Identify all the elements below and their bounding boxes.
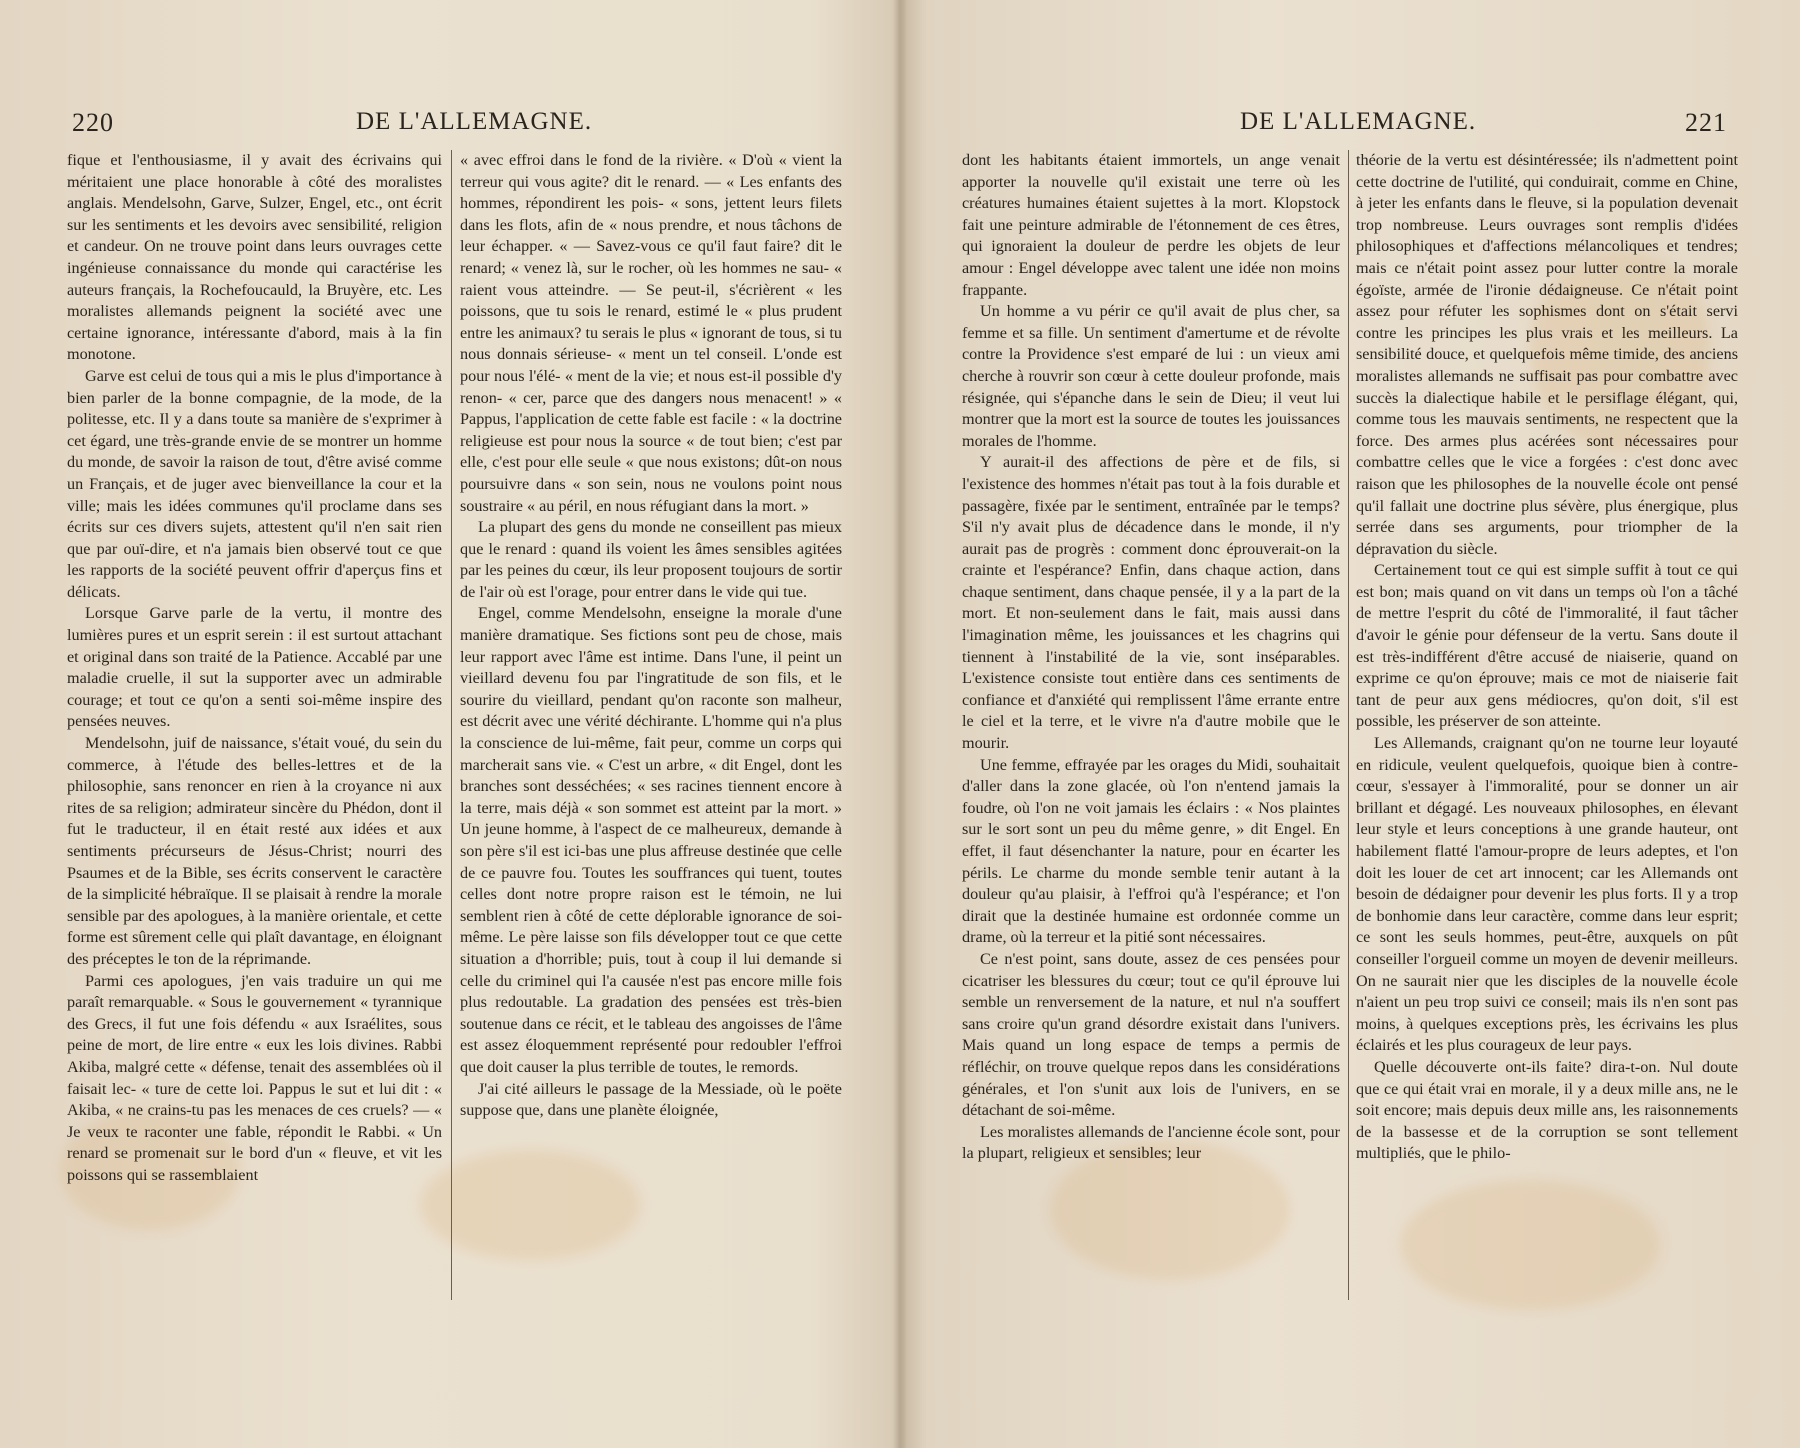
book-gutter: [893, 0, 907, 1448]
column-rule: [1348, 150, 1349, 1300]
paragraph: Mendelsohn, juif de naissance, s'était voué, du sein du commerce, à l'étude des belles-lettres et de la philosophie, sans renoncer en rien à la croyance ni aux rites de sa religion; admirateur sincère du Phédon, dont il fut le traducteur, il en était resté aux idées et aux sentiments précurseurs de Jésus-Christ; nourri des Psaumes et de la Bible, ses écrits conservent le caractère de la simplicité hébraïque. Il se plaisait à rendre la morale sensible par des apologues, à la manière orientale, et cette forme est sûrement celle qui plaît davantage, en éloignant des préceptes le ton de la réprimande.: [67, 734, 442, 968]
paragraph: Parmi ces apologues, j'en vais traduire un qui me paraît remarquable. « Sous le gouvernement « tyrannique des Grecs, il fut une fois défendu « aux Israélites, sous peine de mort, de lire entre « eux les lois divines. Rabbi Akiba, malgré cette « défense, tenait des assemblées où il faisait lec- « ture de cette loi. Pappus le sut et lui dit : « Akiba, « ne crains-tu pas les menaces de ces cruels? — « Je veux te raconter une fable, répondit le Rabbi. « Un renard se promenait sur le bord d'un « fleuve, et vit les poissons qui se rassemblaient: [67, 971, 442, 1184]
paragraph: « avec effroi dans le fond de la rivière. « D'où « vient la terreur qui vous agite? dit le renard. — « Les enfants des hommes, répondirent les pois- « sons, jettent leurs filets dans les flots, afin de « nous prendre, et nous tâchons de leur échapper. « — Savez-vous ce qu'il faut faire? dit le renard; « venez là, sur le rocher, où les hommes ne sau- « raient vous atteindre. — Se peut-il, s'écrièrent « les poissons, que tu sois le renard, estimé le « plus prudent entre les animaux? tu serais le plus « ignorant de tous, si tu nous donnais sérieuse- « ment un tel conseil. L'onde est pour nous l'élé- « ment de la vie; et nous est-il possible d'y renon- « cer, parce que des dangers nous menacent! » « Pappus, l'application de cette fable est facile : « la doctrine religieuse est pour nous la source « de tout bien; c'est par elle, c'est pour elle seule « que nous existons; dût-on nous poursuivre dans « son sein, nous ne voulons point nous soustraire « au péril, en nous réfugiant dans la mort. »: [460, 151, 842, 515]
right-page: [910, 0, 1790, 1448]
page-number: 221: [1685, 108, 1727, 137]
running-head: DE L'ALLEMAGNE.: [356, 108, 593, 135]
paragraph: dont les habitants étaient immortels, un ange venait apporter la nouvelle qu'il existait une terre où les créatures humaines étaient sujettes à la mort. Klopstock fait une peinture admirable de l'étonnement de ces êtres, qui ignoraient la douleur de perdre les objets de leur amour : Engel développe avec talent une idée non moins frappante.: [962, 151, 1340, 299]
column-right-1: [962, 150, 1340, 1165]
column-right-2: [1356, 150, 1738, 1165]
column-left-1: [67, 150, 442, 1187]
paragraph: Y aurait-il des affections de père et de fils, si l'existence des hommes n'était pas tout à la fois durable et passagère, fixée par le sentiment, entraînée par le temps? S'il n'y avait plus de décadence dans le monde, il n'y aurait pas de progrès : comment donc éprouverait-on la crainte et l'espérance? Enfin, dans chaque action, dans chaque sentiment, dans chaque pensée, il y a la part de la mort. Et non-seulement dans le fait, mais aussi dans l'imagination même, les jouissances et les chagrins qui tiennent à l'instabilité de la vie, sont inséparables. L'existence consiste tout entière dans ces sentiments de confiance et d'anxiété qui remplissent l'âme errante entre le ciel et la terre, et le vivre n'a d'autre mobile que le mourir.: [962, 453, 1340, 753]
paragraph: fique et l'enthousiasme, il y avait des écrivains qui méritaient une place honorable à côté des moralistes anglais. Mendelsohn, Garve, Sulzer, Engel, etc., ont écrit sur les sentiments et les devoirs avec sensibilité, religion et candeur. On ne trouve point dans leurs ouvrages cette ingénieuse connaissance du monde qui caractérise les auteurs français, la Rochefoucauld, la Bruyère, etc. Les moralistes allemands peignent la société avec une certaine ignorance, intéressante d'abord, mais à la fin monotone.: [67, 151, 442, 364]
left-page: [0, 0, 880, 1448]
paragraph: théorie de la vertu est désintéressée; ils n'admettent point cette doctrine de l'utilité, qui conduirait, comme en Chine, à jeter les enfants dans le fleuve, si la population devenait trop nombreuse. Leurs ouvrages sont remplis d'idées philosophiques et d'affections mélancoliques et tendres; mais ce n'était point assez pour lutter contre la morale égoïste, armée de l'ironie dédaigneuse. Ce n'était point assez pour réfuter les sophismes dont on s'était servi contre les principes les plus vrais et les meilleurs. La sensibilité douce, et quelquefois même timide, des anciens moralistes allemands ne suffisait pas pour combattre avec succès la dialectique habile et le persiflage élégant, qui, comme tous les mauvais sentiments, ne respectent que la force. Des armes plus acérées sont nécessaires pour combattre celles que le vice a forgées : c'est donc avec raison que les philosophes de la nouvelle école ont pensé qu'il fallait une doctrine plus sévère, plus énergique, plus serrée dans ses arguments, pour triompher de la dépravation du siècle.: [1356, 151, 1738, 558]
paragraph: Les Allemands, craignant qu'on ne tourne leur loyauté en ridicule, veulent quelquefois, quoique bien à contre-cœur, s'essayer à l'immoralité, pour se donner un air brillant et dégagé. Les nouveaux philosophes, en élevant leur style et leurs conceptions à une grande hauteur, ont habilement flatté l'amour-propre de leurs adeptes, et l'on doit les louer de cet art innocent; car les Allemands ont besoin de dédaigner pour devenir les plus forts. Il y a trop de bonhomie dans leur caractère, comme dans leur esprit; ce sont les seuls hommes, peut-être, auxquels on pût conseiller l'orgueil comme un moyen de devenir meilleurs. On ne saurait nier que les disciples de la nouvelle école n'aient un peu trop suivi ce conseil; mais ils n'en sont pas moins, à quelques exceptions près, les écrivains les plus éclairés et les plus courageux de leur pays.: [1356, 734, 1738, 1055]
paragraph: Les moralistes allemands de l'ancienne école sont, pour la plupart, religieux et sensibles; leur: [962, 1122, 1340, 1163]
paragraph: Garve est celui de tous qui a mis le plus d'importance à bien parler de la bonne compagnie, de la mode, de la politesse, etc. Il y a dans toute sa manière de s'exprimer à cet égard, une très-grande envie de se montrer un homme du monde, de savoir la raison de tout, d'être avisé comme un Français, et de juger avec bienveillance la cour et la ville; mais les idées communes qu'il proclame dans ses écrits sur ces divers sujets, attestent qu'il n'en sait rien que par ouï-dire, et n'a jamais bien observé tout ce que les rapports de la société peuvent offrir d'aperçus fins et délicats.: [67, 366, 442, 601]
paragraph: Ce n'est point, sans doute, assez de ces pensées pour cicatriser les blessures du cœur; tout ce qu'il éprouve lui semble un renversement de la nature, et nul n'a souffert sans croire qu'un grand désordre existait dans l'univers. Mais quand un long espace de temps a permis de réfléchir, on trouve quelque repos dans les considérations générales, et l'on s'unit aux lois de l'univers, en se détachant de soi-même.: [962, 949, 1340, 1120]
paragraph: Quelle découverte ont-ils faite? dira-t-on. Nul doute que ce qui était vrai en morale, il y a deux mille ans, ne le soit encore; mais depuis deux mille ans, les raisonnements de la bassesse et de la corruption se sont tellement multipliés, que le philo-: [1356, 1057, 1738, 1163]
column-left-2: [460, 150, 842, 1122]
paragraph: Une femme, effrayée par les orages du Midi, souhaitait d'aller dans la zone glacée, où l'on n'entend jamais la foudre, où l'on ne voit jamais les éclairs : « Nos plaintes sur le sort sont un peu du même genre, » dit Engel. En effet, il faut désenchanter la nature, pour en écarter les périls. Le charme du monde semble tenir autant à la douleur qu'au plaisir, à l'effroi qu'à l'espérance; et l'on dirait que la destinée humaine est ordonnée comme un drame, où la terreur et la pitié sont nécessaires.: [962, 755, 1340, 947]
paragraph: Un homme a vu périr ce qu'il avait de plus cher, sa femme et sa fille. Un sentiment d'amertume et de révolte contre la Providence s'est emparé de lui : un vieux ami cherche à rouvrir son cœur à cette douleur profonde, mais résignée, qui s'épanche dans le sein de Dieu; il veut lui montrer que la mort est la source de toutes les jouissances morales de l'homme.: [962, 302, 1340, 450]
paragraph: Engel, comme Mendelsohn, enseigne la morale d'une manière dramatique. Ses fictions sont peu de chose, mais leur rapport avec l'âme est intime. Dans l'une, il peint un vieillard devenu fou par l'ingratitude de son fils, et le sourire du vieillard, pendant qu'on raconte son malheur, est décrit avec une vérité déchirante. L'homme qui n'a plus la conscience de lui-même, fait peur, comme un corps qui marcherait sans vie. « C'est un arbre, « dit Engel, dont les branches sont desséchées; « ses racines tiennent encore à la terre, mais déjà « son sommet est atteint par la mort. » Un jeune homme, à l'aspect de ce malheureux, demande à son père s'il est ici-bas une plus affreuse destinée que celle de ce pauvre fou. Toutes les souffrances qui tuent, toutes celles dont notre propre raison est le témoin, ne lui semblent rien à côté de cette déplorable ignorance de soi-même. Le père laisse son fils développer tout ce que cette situation a d'horrible; puis, tout à coup il lui demande si celle du criminel qui l'a causée n'est pas encore mille fois plus redoutable. La gradation des pensées est très-bien soutenue dans ce récit, et le tableau des angoisses de l'âme est assez éloquemment représenté pour redoubler l'effroi que doit causer la plus terrible de toutes, le remords.: [460, 604, 842, 1076]
paragraph: La plupart des gens du monde ne conseillent pas mieux que le renard : quand ils voient les âmes sensibles agitées par les peines du cœur, ils leur proposent toujours de sortir de l'air où est l'orage, pour entrer dans le vide qui tue.: [460, 518, 842, 601]
page-number: 220: [72, 108, 114, 137]
paragraph: Lorsque Garve parle de la vertu, il montre des lumières pures et un esprit serein : il est surtout attachant et original dans son traité de la Patience. Accablé par une maladie cruelle, il sut la supporter avec un admirable courage; et tout ce qu'on a senti soi-même inspire des pensées neuves.: [67, 604, 442, 731]
column-rule: [451, 150, 452, 1300]
running-head: DE L'ALLEMAGNE.: [1240, 108, 1477, 135]
paragraph: J'ai cité ailleurs le passage de la Messiade, où le poëte suppose que, dans une planète éloignée,: [460, 1079, 842, 1120]
paragraph: Certainement tout ce qui est simple suffit à tout ce qui est bon; mais quand on vit dans un temps où l'on a tâché de mettre l'esprit du côté de l'immoralité, il faut tâcher d'avoir le génie pour défenseur de la vertu. Sans doute il est très-indifférent d'être accusé de niaiserie, quand on exprime ce qu'on éprouve; mais ce mot de niaiserie fait tant de peur aux gens médiocres, qu'on doit, s'il est possible, les préserver de son atteinte.: [1356, 561, 1738, 731]
